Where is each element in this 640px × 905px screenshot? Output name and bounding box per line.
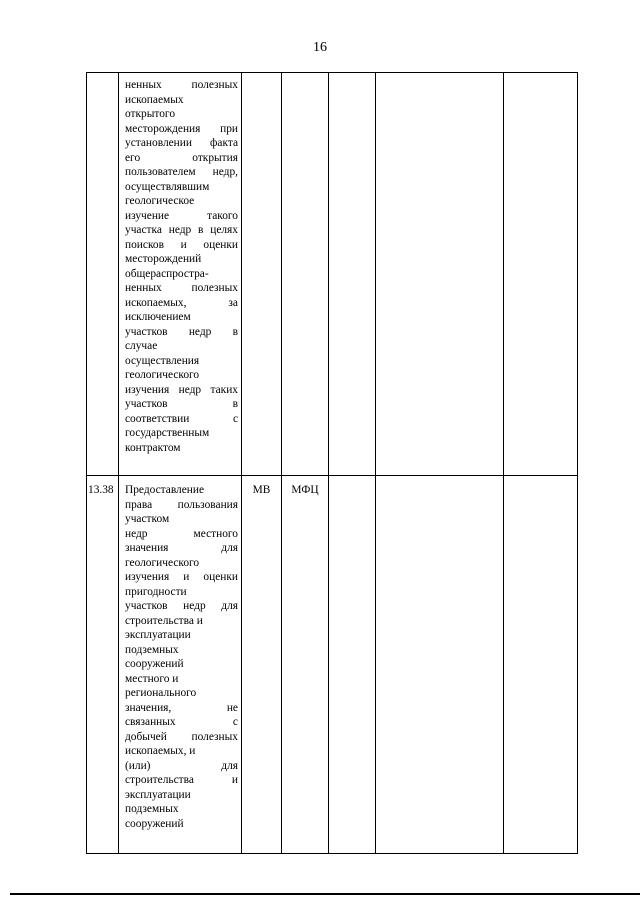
empty-cell (329, 73, 376, 476)
service-name-line: участков недр для (125, 600, 238, 612)
service-name-line: случае (125, 340, 158, 352)
service-name-line: поисков и оценки (125, 238, 238, 251)
empty-cell (504, 73, 578, 476)
service-name-line: местного и (125, 672, 179, 685)
service-name-line: ненных полезных (125, 282, 238, 294)
table-row (87, 476, 578, 854)
service-name-line: сооружений (125, 817, 184, 830)
service-name-line: эксплуатации (125, 788, 191, 801)
service-name-line: значения, не (125, 701, 238, 714)
service-name-line: участков в (125, 398, 238, 410)
service-name-line: открытого (125, 108, 176, 120)
service-name-line: участков недр в (125, 325, 238, 338)
service-name-line: общераспростра- (125, 267, 209, 280)
service-name-line: изучения и оценки (125, 571, 238, 583)
service-name-line: исключением (125, 311, 191, 323)
service-name-line: участка недр в целях (125, 224, 238, 236)
service-name-line: строительства и (125, 614, 203, 627)
service-name-line: геологического (125, 556, 200, 569)
service-name-line: его открытия (125, 151, 238, 164)
service-name-line: геологическое (125, 195, 195, 207)
service-name-line: месторождений (125, 253, 202, 265)
service-name-line: установлении факта (125, 137, 238, 149)
service-name-cell (119, 73, 242, 476)
service-name-line: изучение такого (125, 209, 238, 222)
service-name-line: месторождения при (125, 122, 238, 135)
service-name-line: ископаемых (125, 93, 184, 106)
service-name-line: недр местного (125, 527, 238, 540)
service-name-line: геологического (125, 369, 200, 381)
service-name-line: добычей полезных (125, 730, 238, 743)
scan-bottom-edge (10, 893, 640, 895)
row-number-cell (87, 73, 119, 476)
service-name-line: эксплуатации (125, 629, 191, 641)
service-name-line: Предоставление (125, 484, 205, 496)
service-name-line: ненных полезных (125, 79, 238, 91)
page-number: 16 (313, 40, 327, 55)
service-name-line: подземных (125, 803, 179, 815)
column-a-cell (242, 73, 282, 476)
services-table (86, 72, 578, 854)
service-name-line: государственным (125, 427, 210, 439)
row-number-cell: 13.38 (87, 476, 119, 854)
service-name-line: ископаемых, за (125, 296, 238, 309)
service-name-line: значения для (125, 542, 238, 554)
service-name-line: права пользования (125, 498, 238, 511)
service-name-line: сооружений (125, 658, 184, 670)
service-name-line: регионального (125, 687, 197, 699)
empty-cell (329, 476, 376, 854)
empty-cell (376, 476, 504, 854)
service-name-line: пользователем недр, (125, 166, 238, 178)
service-name-line: строительства и (125, 774, 238, 786)
service-name-line: контрактом (125, 441, 181, 454)
service-name-line: осуществления (125, 354, 200, 367)
service-name-line: подземных (125, 643, 179, 656)
column-b-cell (282, 73, 329, 476)
service-name-line: осуществлявшим (125, 180, 210, 193)
service-name-line: (или) для (125, 759, 238, 772)
service-name-line: ископаемых, и (125, 745, 196, 757)
service-name-line: соответствии с (125, 412, 238, 425)
service-name-line: изучения недр таких (125, 383, 238, 396)
service-name-line: участком (125, 513, 170, 525)
empty-cell (376, 73, 504, 476)
column-b-cell: МФЦ (282, 476, 329, 854)
service-name-line: пригодности (125, 585, 187, 598)
column-a-cell: МВ (242, 476, 282, 854)
table-row (87, 73, 578, 476)
service-name-cell (119, 476, 242, 854)
empty-cell (504, 476, 578, 854)
service-name-line: связанных с (125, 716, 238, 728)
